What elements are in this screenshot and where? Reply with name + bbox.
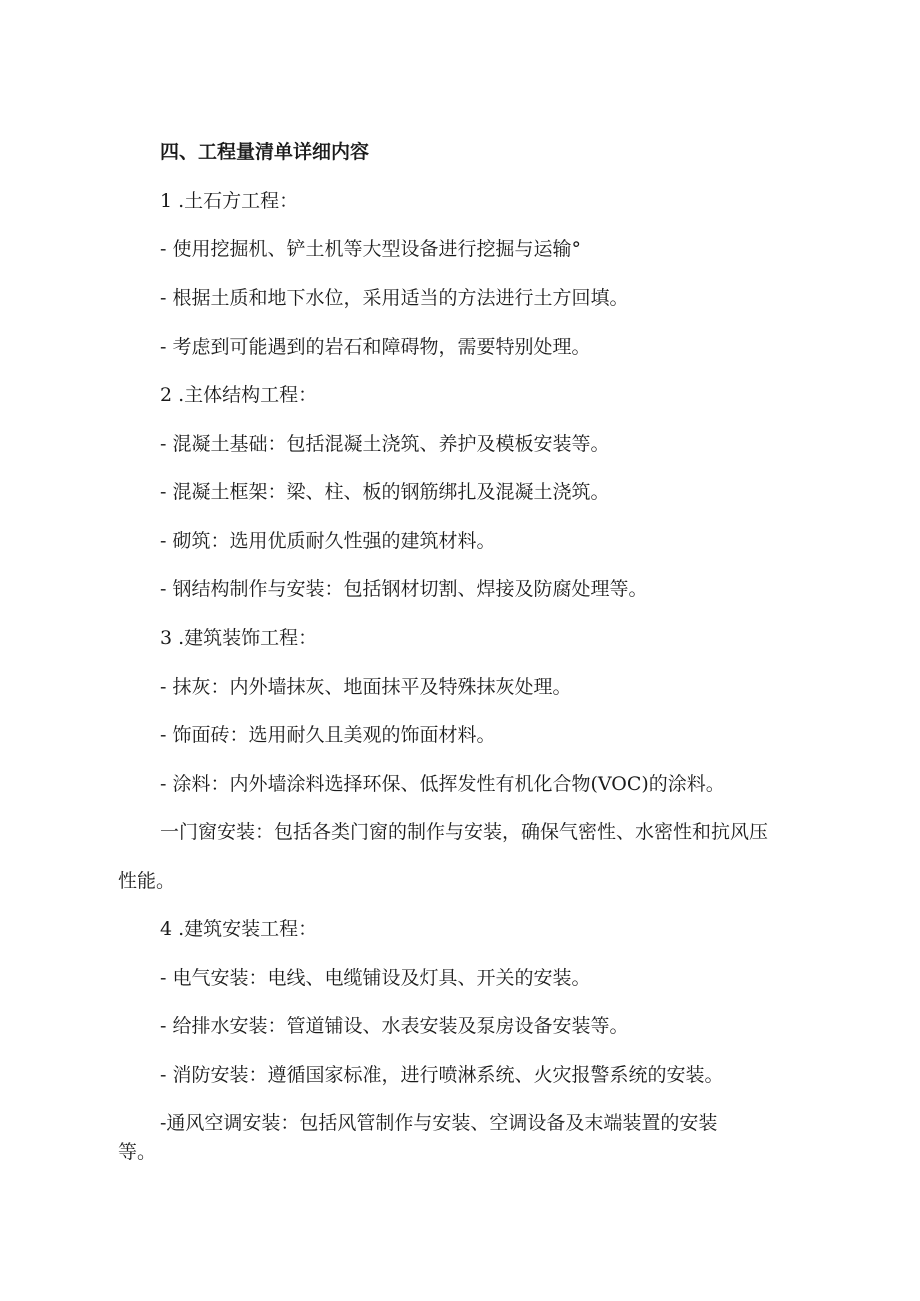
list-item: - 消防安装：遵循国家标准，进行喷淋系统、火灾报警系统的安装。 — [160, 1064, 724, 1086]
section-title-installation: 4 .建筑安装工程： — [160, 918, 318, 940]
list-item: - 使用挖掘机、铲土机等大型设备进行挖掘与运输° — [160, 238, 581, 260]
section-title-decoration: 3 .建筑装饰工程： — [160, 627, 318, 649]
list-item: - 混凝土框架：梁、柱、板的钢筋绑扎及混凝土浇筑。 — [160, 481, 610, 503]
list-item-wrapped-line1: 一门窗安装：包括各类门窗的制作与安装，确保气密性、水密性和抗风压 — [160, 821, 769, 843]
list-item: - 根据土质和地下水位，采用适当的方法进行土方回填。 — [160, 287, 629, 309]
list-item: - 电气安装：电线、电缆铺设及灯具、开关的安装。 — [160, 967, 591, 989]
list-item: - 钢结构制作与安装：包括钢材切割、焊接及防腐处理等。 — [160, 578, 648, 600]
list-item-wrapped-line2: 性能。 — [118, 870, 176, 892]
list-item: - 饰面砖：选用耐久且美观的饰面材料。 — [160, 724, 496, 746]
list-item: - 考虑到可能遇到的岩石和障碍物，需要特别处理。 — [160, 336, 591, 358]
section-title-main-structure: 2 .主体结构工程： — [160, 384, 318, 406]
list-item-wrapped-line1: -通风空调安装：包括风管制作与安装、空调设备及末端装置的安装 — [160, 1112, 718, 1134]
list-item: - 混凝土基础：包括混凝土浇筑、养护及模板安装等。 — [160, 433, 610, 455]
section-title-earthwork: 1 .土石方工程： — [160, 190, 299, 212]
list-item-wrapped-line2: 等。 — [118, 1141, 157, 1163]
list-item: - 给排水安装：管道铺设、水表安装及泵房设备安装等。 — [160, 1015, 629, 1037]
list-item: - 砌筑：选用优质耐久性强的建筑材料。 — [160, 530, 496, 552]
list-item: - 抹灰：内外墙抹灰、地面抹平及特殊抹灰处理。 — [160, 676, 572, 698]
list-item: - 涂料：内外墙涂料选择环保、低挥发性有机化合物(VOC)的涂料。 — [160, 773, 725, 795]
section-heading: 四、工程量清单详细内容 — [160, 141, 370, 163]
